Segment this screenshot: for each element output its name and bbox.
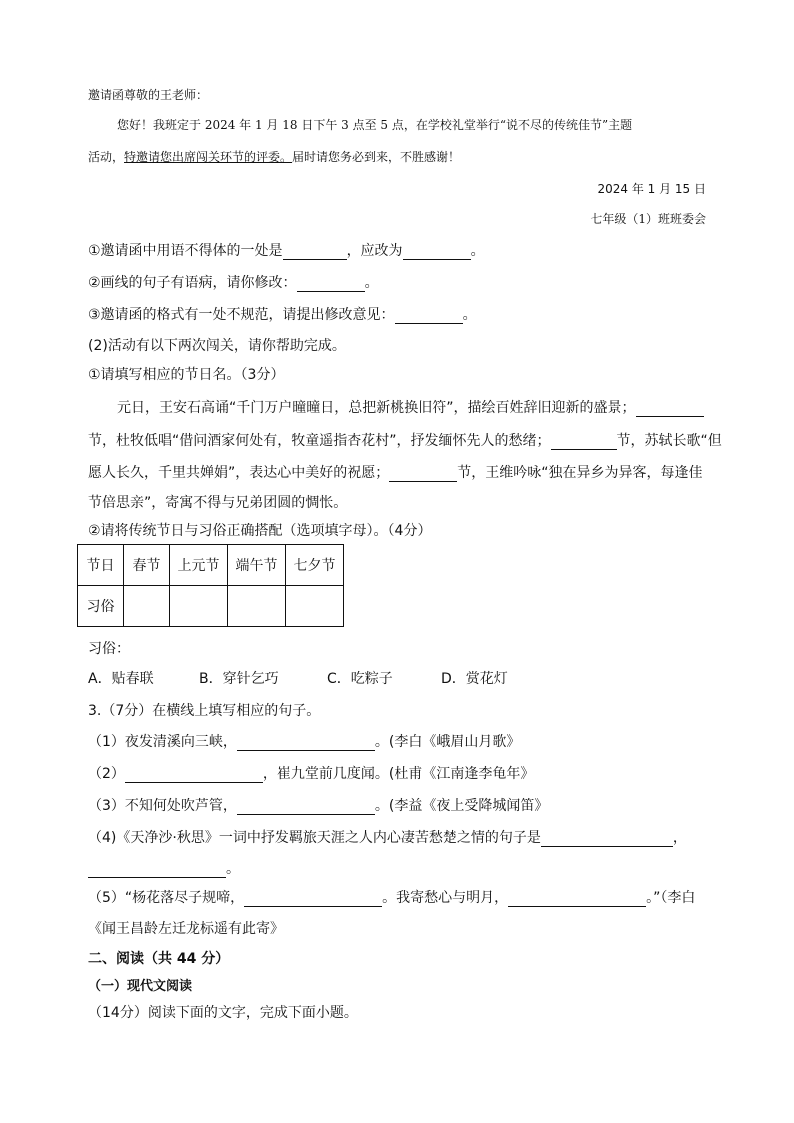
question-text: 。我寄愁心与明月， bbox=[382, 890, 509, 906]
letter-body-part: 活动， bbox=[88, 150, 125, 164]
question-text: 愿人长久，千里共婵娟”，表达心中美好的祝愿； bbox=[88, 465, 390, 481]
letter-signature: 七年级（1）班班委会 bbox=[590, 212, 706, 226]
question-text: 。 bbox=[470, 243, 485, 259]
letter-body-part: 届时请您务必到来，不胜感谢！ bbox=[292, 150, 461, 164]
question-text: 。(李白《峨眉山月歌》 bbox=[374, 734, 521, 750]
section2-title: 二、阅读（共 44 分） bbox=[88, 951, 230, 967]
question-text: ②画线的句子有语病，请你修改： bbox=[88, 275, 297, 291]
answer-blank[interactable] bbox=[395, 309, 463, 324]
q1-item3 bbox=[88, 304, 706, 324]
table-row-label: 习俗 bbox=[78, 586, 124, 627]
letter-greeting: 邀请函尊敬的王老师： bbox=[88, 88, 209, 102]
answer-cell[interactable] bbox=[124, 586, 170, 627]
question-text: （3）不知何处吹芦管， bbox=[88, 798, 237, 814]
letter-date: 2024 年 1 月 15 日 bbox=[597, 182, 706, 196]
option-b: B．穿针乞巧 bbox=[199, 671, 279, 687]
letter-body-line1: 您好！我班定于 2024 年 1 月 18 日下午 3 点至 5 点，在学校礼堂举行“说不尽的传统佳节”主题 bbox=[117, 118, 633, 132]
answer-blank[interactable] bbox=[403, 245, 471, 260]
underlined-sentence: 特邀请您出席闯关环节的评委。 bbox=[124, 150, 293, 164]
answer-blank[interactable] bbox=[636, 402, 704, 417]
table-row bbox=[78, 586, 344, 627]
section2-subtitle: （一）现代文阅读 bbox=[88, 979, 193, 994]
option-d: D．赏花灯 bbox=[441, 671, 508, 687]
answer-blank[interactable] bbox=[541, 832, 673, 847]
question-text: 节，王维吟咏“独在异乡为异客，每逢佳 bbox=[457, 465, 703, 481]
customs-label: 习俗： bbox=[88, 641, 130, 657]
festival-custom-table bbox=[77, 544, 344, 627]
q2-part1-title: ①请填写相应的节日名。（3分） bbox=[88, 367, 285, 383]
q3-item5-cont: 《闻王昌龄左迁龙标遥有此寄》 bbox=[88, 921, 284, 937]
table-row bbox=[78, 545, 344, 586]
answer-blank[interactable] bbox=[508, 892, 646, 907]
q3-title: 3.（7分）在横线上填写相应的句子。 bbox=[88, 703, 321, 719]
question-text: （5）“杨花落尽子规啼， bbox=[88, 890, 245, 906]
q1-item2 bbox=[88, 272, 706, 292]
question-text: ，崔九堂前几度闻。(杜甫《江南逢李龟年》 bbox=[262, 766, 535, 782]
question-text: ，应改为 bbox=[346, 243, 403, 259]
q2-paragraph-line1 bbox=[117, 397, 706, 417]
option-c: C．吃粽子 bbox=[327, 671, 393, 687]
q2-part2-title: ②请将传统节日与习俗正确搭配（选项填字母）。（4分） bbox=[88, 523, 432, 539]
section2-intro: （14分）阅读下面的文字，完成下面小题。 bbox=[88, 1005, 358, 1021]
answer-cell[interactable] bbox=[286, 586, 344, 627]
question-text: ①邀请函中用语不得体的一处是 bbox=[88, 243, 283, 259]
question-text: （2） bbox=[88, 766, 125, 782]
answer-blank[interactable] bbox=[237, 800, 375, 815]
answer-cell[interactable] bbox=[170, 586, 228, 627]
table-header-cell: 端午节 bbox=[228, 545, 286, 586]
answer-blank[interactable] bbox=[283, 245, 347, 260]
table-header-cell: 春节 bbox=[124, 545, 170, 586]
q2-intro: (2)活动有以下两次闯关，请你帮助完成。 bbox=[88, 338, 346, 354]
question-text: （1）夜发清溪向三峡， bbox=[88, 734, 237, 750]
question-text: 元日，王安石高诵“千门万户曈曈日，总把新桃换旧符”，描绘百姓辞旧迎新的盛景； bbox=[117, 400, 636, 416]
q3-item2 bbox=[88, 763, 706, 783]
question-text: 。 bbox=[462, 307, 477, 323]
q3-item1 bbox=[88, 731, 706, 751]
q3-item4-cont bbox=[88, 858, 706, 878]
q2-paragraph-line2 bbox=[88, 430, 722, 450]
table-header-cell: 上元节 bbox=[170, 545, 228, 586]
question-text: 节，杜牧低唱“借问酒家何处有，牧童遥指杏花村”，抒发缅怀先人的愁绪； bbox=[88, 433, 551, 449]
answer-blank[interactable] bbox=[551, 435, 617, 450]
q3-item4 bbox=[88, 827, 706, 847]
answer-blank[interactable] bbox=[297, 277, 365, 292]
question-text: 节，苏轼长歌“但 bbox=[616, 433, 722, 449]
answer-blank[interactable] bbox=[88, 863, 226, 878]
table-header-cell: 节日 bbox=[78, 545, 124, 586]
option-a: A．贴春联 bbox=[88, 671, 154, 687]
q2-paragraph-line4: 节倍思亲”，寄寓不得与兄弟团圆的惆怅。 bbox=[88, 495, 348, 511]
q3-item5 bbox=[88, 887, 706, 907]
question-text: 。 bbox=[226, 861, 240, 877]
question-text: 。(李益《夜上受降城闻笛》 bbox=[374, 798, 549, 814]
question-text: ， bbox=[672, 830, 687, 846]
answer-blank[interactable] bbox=[237, 736, 375, 751]
answer-blank[interactable] bbox=[244, 892, 382, 907]
q2-paragraph-line3 bbox=[88, 462, 706, 482]
q1-item1 bbox=[88, 240, 706, 260]
letter-body-line2 bbox=[88, 148, 706, 165]
question-text: 。”（李白 bbox=[646, 890, 696, 906]
q3-item3 bbox=[88, 795, 706, 815]
table-header-cell: 七夕节 bbox=[286, 545, 344, 586]
question-text: ③邀请函的格式有一处不规范，请提出修改意见： bbox=[88, 307, 395, 323]
answer-blank[interactable] bbox=[125, 768, 263, 783]
question-text: （4)《天净沙·秋思》一词中抒发羁旅天涯之人内心凄苦愁楚之情的句子是 bbox=[88, 830, 541, 846]
answer-blank[interactable] bbox=[389, 467, 457, 482]
question-text: 。 bbox=[364, 275, 379, 291]
answer-cell[interactable] bbox=[228, 586, 286, 627]
